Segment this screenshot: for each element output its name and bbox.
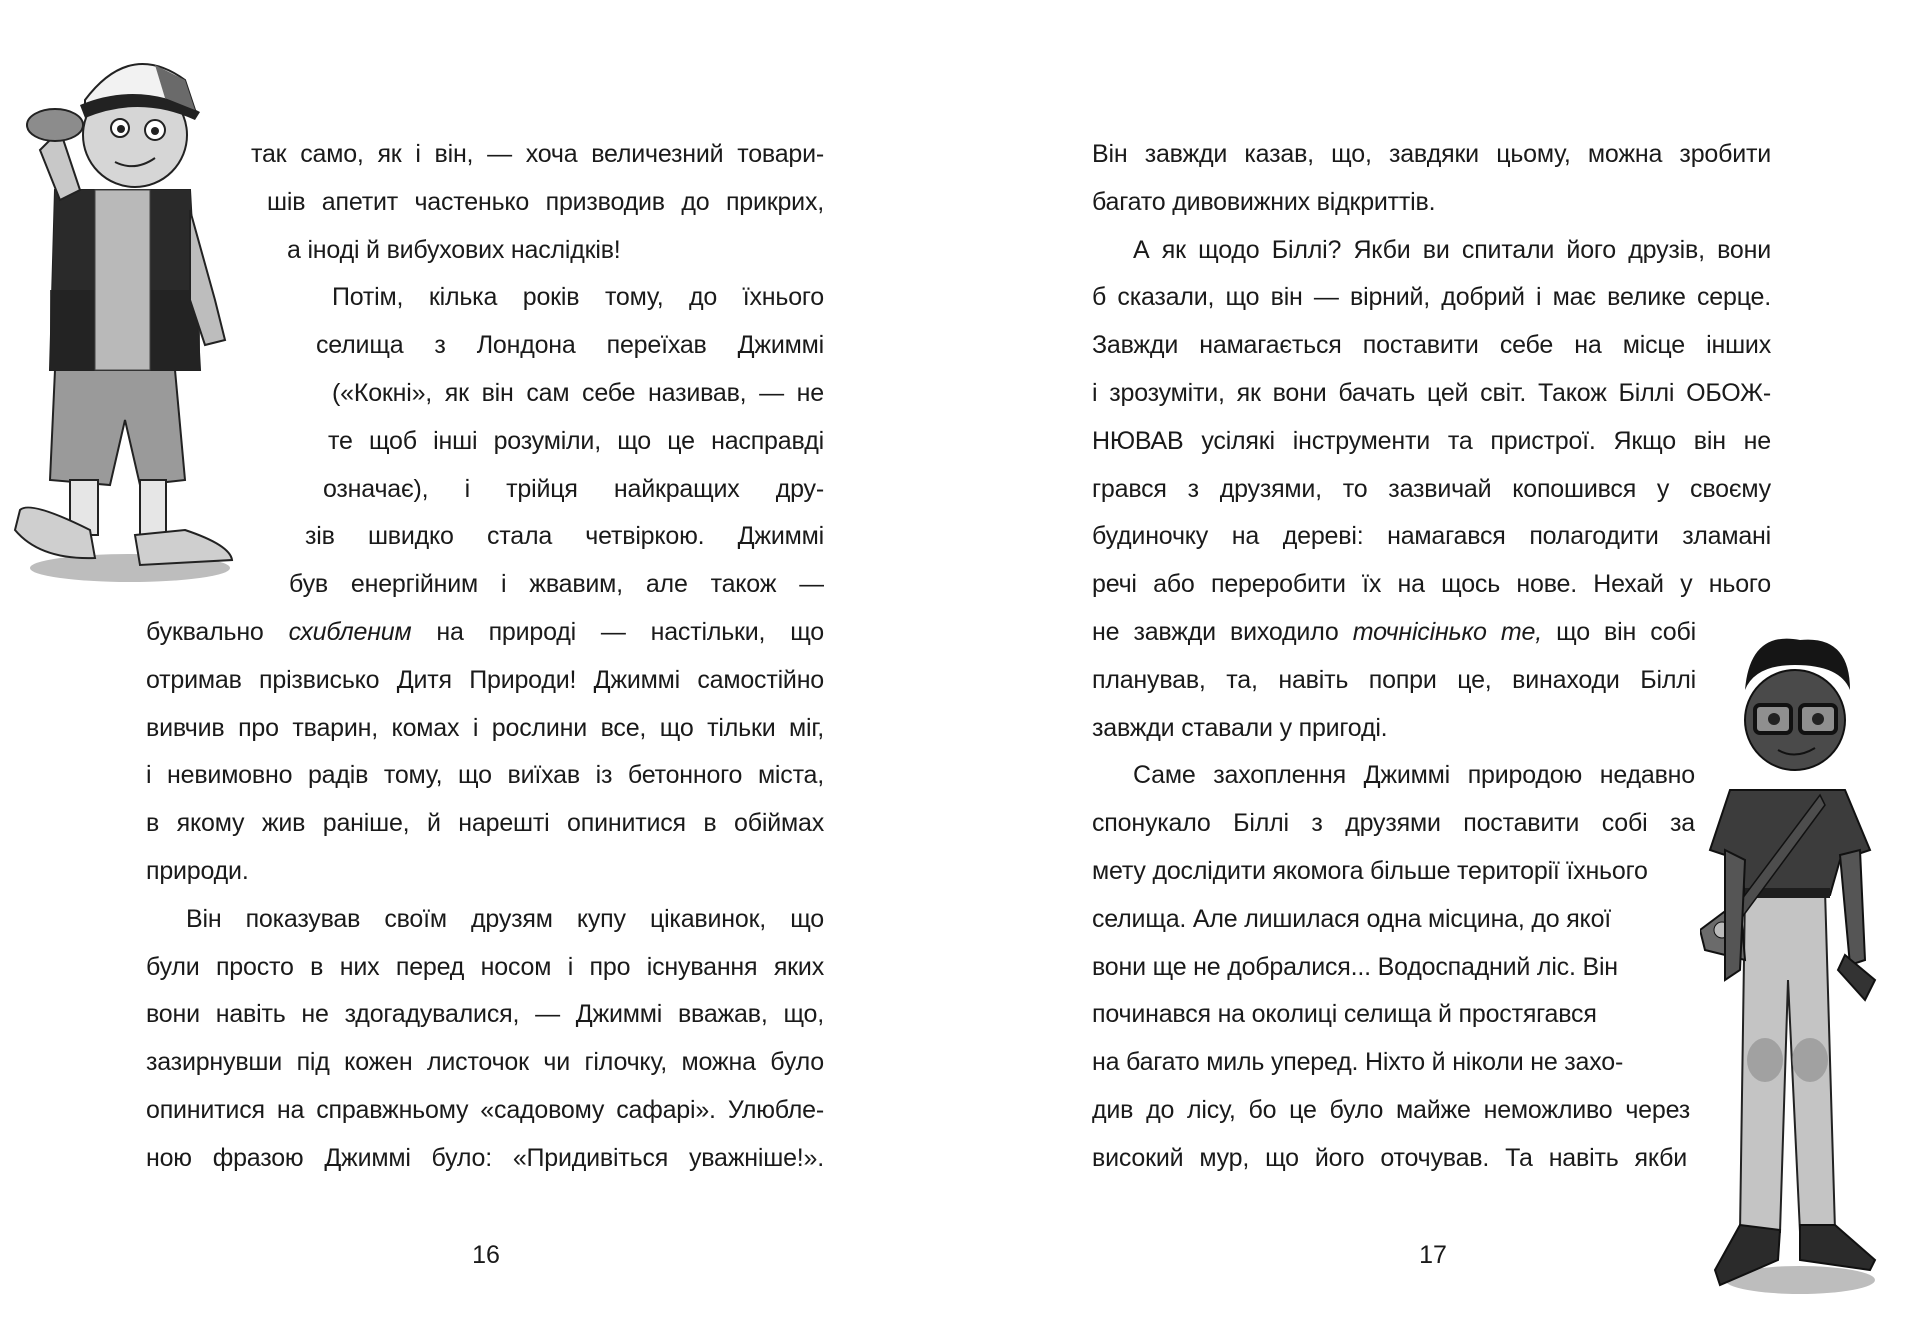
- text-span: вони навіть не здогадувалися, — Джиммі вважав, що,: [146, 1000, 824, 1028]
- text-span: вивчив про тварин, комах і рослини все, що тільки міг,: [146, 714, 824, 742]
- text-line: [146, 943, 824, 991]
- text-line: [1092, 417, 1771, 465]
- text-span: мету дослідити якомога більше території їхнього: [1092, 857, 1648, 885]
- text-line: [1092, 560, 1771, 608]
- text-span: не завжди виходило: [1092, 618, 1353, 646]
- text-span: («Кокні», як він сам себе називав, — не: [332, 379, 824, 407]
- text-line: [332, 273, 824, 321]
- text-span: природи.: [146, 857, 249, 885]
- text-line: [1092, 178, 1435, 226]
- text-line: [305, 512, 824, 560]
- text-span: багато дивовижних відкриттів.: [1092, 188, 1436, 216]
- page-number-left: 16: [472, 1241, 500, 1269]
- text-span: і зрозуміти, як вони бачать цей світ. Також Біллі ОБОЖ-: [1092, 379, 1771, 407]
- text-span: планував, та, навіть попри це, винаходи Біллі: [1092, 666, 1696, 694]
- text-span: зазирнувши під кожен листочок чи гілочку, можна було: [146, 1048, 824, 1076]
- text-line: [328, 417, 824, 465]
- text-span: селища. Але лишилася одна місцина, до якої: [1092, 905, 1612, 933]
- text-line: [289, 560, 824, 608]
- text-line: [146, 799, 824, 847]
- page-number-right: 17: [1419, 1241, 1447, 1269]
- text-line: [1133, 226, 1771, 274]
- text-span: і невимовно радів тому, що виїхав із бетонного міста,: [146, 761, 824, 789]
- text-line: [1092, 321, 1771, 369]
- text-line: [1092, 895, 1611, 943]
- text-line: [146, 704, 824, 752]
- text-line: [1133, 751, 1695, 799]
- text-span: опинитися на справжньому «садовому сафарі». Улюбле-: [146, 1096, 824, 1124]
- text-span: починався на околиці селища й простягався: [1092, 1000, 1597, 1028]
- text-span: на природі — настільки, що: [411, 618, 824, 646]
- text-line: [146, 1134, 824, 1182]
- text-span: ною фразою Джиммі було: «Придивіться уважніше!».: [146, 1144, 824, 1172]
- text-line: [1092, 130, 1771, 178]
- text-span: високий мур, що його оточував. Та навіть якби: [1092, 1144, 1687, 1172]
- text-span: селища з Лондона переїхав Джиммі: [316, 331, 824, 359]
- italic-emphasis: точнісінько те,: [1352, 618, 1542, 646]
- text-line: [1092, 990, 1597, 1038]
- text-line: [316, 321, 824, 369]
- text-line: [1092, 369, 1771, 417]
- text-line: [146, 751, 824, 799]
- text-span: будиночку на дереві: намагався полагодити зламані: [1092, 522, 1771, 550]
- text-span: грався з друзями, то зазвичай копошився у своєму: [1092, 475, 1771, 503]
- text-line: [1092, 943, 1618, 991]
- text-line: [1092, 1086, 1690, 1134]
- text-line: [1092, 273, 1771, 321]
- text-line: [146, 847, 249, 895]
- text-line: [267, 178, 824, 226]
- text-span: те щоб інші розуміли, що це насправді: [328, 427, 824, 455]
- text-line: [287, 226, 621, 274]
- text-span: на багато миль уперед. Ніхто й ніколи не захо-: [1092, 1048, 1624, 1076]
- text-line: [146, 990, 824, 1038]
- text-span: вони ще не добралися... Водоспадний ліс. Він: [1092, 953, 1618, 981]
- text-span: що він собі: [1541, 618, 1696, 646]
- text-line: [146, 608, 824, 656]
- text-span: А як щодо Біллі? Якби ви спитали його друзів, вони: [1133, 236, 1771, 264]
- text-span: Потім, кілька років тому, до їхнього: [332, 283, 824, 311]
- text-line: [1092, 704, 1387, 752]
- text-span: а іноді й вибухових наслідків!: [287, 236, 621, 264]
- text-line: [1092, 656, 1696, 704]
- text-span: див до лісу, бо це було майже неможливо через: [1092, 1096, 1690, 1124]
- text-span: речі або переробити їх на щось нове. Нехай у нього: [1092, 570, 1771, 598]
- text-span: був енергійним і жвавим, але також —: [289, 570, 824, 598]
- italic-emphasis: схибленим: [288, 618, 412, 646]
- text-span: означає), і трійця найкращих дру-: [323, 475, 824, 503]
- text-span: Він завжди казав, що, завдяки цьому, можна зробити: [1092, 140, 1771, 168]
- text-line: [146, 656, 824, 704]
- text-line: [323, 465, 824, 513]
- text-span: Завжди намагається поставити себе на місце інших: [1092, 331, 1771, 359]
- text-span: отримав прізвисько Дитя Природи! Джиммі самостійно: [146, 666, 824, 694]
- text-span: Він показував своїм друзям купу цікавинок, що: [186, 905, 824, 933]
- text-line: [1092, 1038, 1623, 1086]
- jimmy-illustration: [0, 40, 250, 600]
- text-span: шів апетит частенько призводив до прикрих,: [267, 188, 824, 216]
- text-span: завжди ставали у пригоді.: [1092, 714, 1388, 742]
- text-span: НЮВАВ усілякі інструменти та пристрої. Якщо він не: [1092, 427, 1771, 455]
- text-line: [1092, 847, 1648, 895]
- text-line: [1092, 608, 1696, 656]
- text-span: буквально: [146, 618, 289, 646]
- text-line: [146, 1038, 824, 1086]
- text-line: [1092, 465, 1771, 513]
- text-span: б сказали, що він — вірний, добрий і має велике серце.: [1092, 283, 1771, 311]
- text-span: Саме захоплення Джиммі природою недавно: [1133, 761, 1695, 789]
- billy-illustration: [1700, 620, 1880, 1310]
- text-span: спонукало Біллі з друзями поставити собі за: [1092, 809, 1695, 837]
- text-span: зів швидко стала четвіркою. Джиммі: [305, 522, 824, 550]
- text-span: були просто в них перед носом і про існування яких: [146, 953, 824, 981]
- text-line: [1092, 1134, 1687, 1182]
- text-span: в якому жив раніше, й нарешті опинитися в обіймах: [146, 809, 824, 837]
- text-line: [332, 369, 824, 417]
- text-span: так само, як і він, — хоча величезний товари-: [251, 140, 824, 168]
- text-line: [1092, 799, 1695, 847]
- text-line: [146, 1086, 824, 1134]
- text-line: [186, 895, 824, 943]
- text-line: [1092, 512, 1771, 560]
- text-line: [251, 130, 824, 178]
- right-page: [960, 0, 1920, 1324]
